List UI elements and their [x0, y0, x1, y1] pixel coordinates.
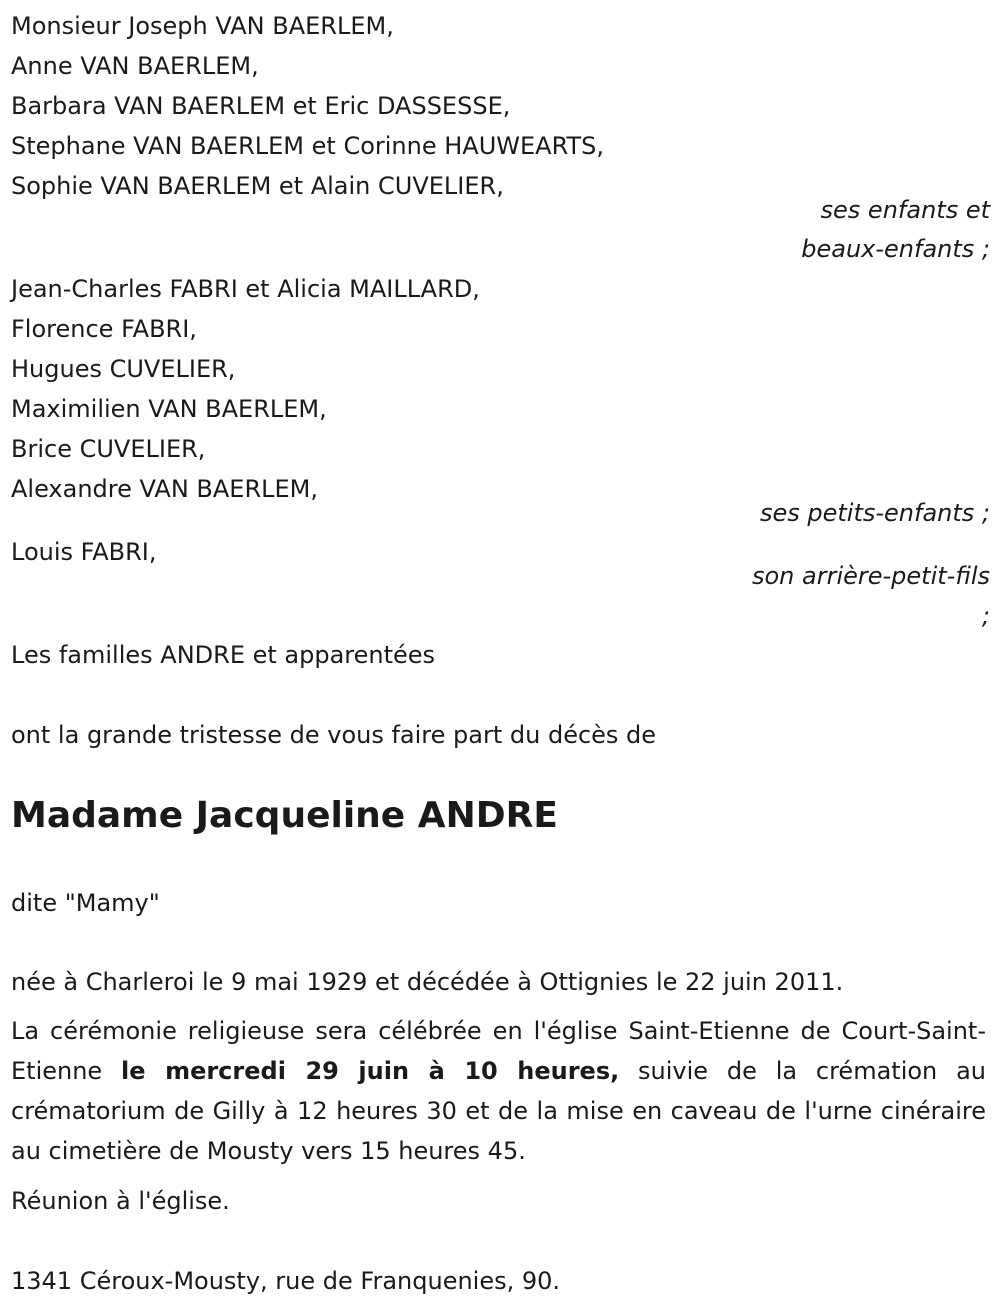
grandchildren-relation: ses petits-enfants ; [759, 499, 990, 527]
grandchild-name-6: Alexandre VAN BAERLEM, [11, 475, 318, 503]
announcement-line: ont la grande tristesse de vous faire part du décès de [11, 721, 657, 749]
grandchild-name-3: Hugues CUVELIER, [11, 355, 236, 383]
ceremony-text-before: La cérémonie religieuse sera célébrée en l'église Saint-Etienne de Court-Saint-Etienne [11, 1017, 986, 1085]
grandchild-name-4: Maximilien VAN BAERLEM, [11, 395, 327, 423]
nickname-line: dite "Mamy" [11, 889, 160, 917]
grandchild-name-5: Brice CUVELIER, [11, 435, 206, 463]
child-name-2: Anne VAN BAERLEM, [11, 52, 259, 80]
great-grandchild-relation-line1: son arrière-petit-fils [751, 562, 990, 590]
great-grandchild-name: Louis FABRI, [11, 538, 157, 566]
ceremony-paragraph [11, 1011, 986, 1171]
address-line: 1341 Céroux-Mousty, rue de Franquenies, 90. [11, 1267, 561, 1295]
child-name-5: Sophie VAN BAERLEM et Alain CUVELIER, [11, 172, 504, 200]
child-name-4: Stephane VAN BAERLEM et Corinne HAUWEARTS, [11, 132, 605, 160]
birth-death-line: née à Charleroi le 9 mai 1929 et décédée à Ottignies le 22 juin 2011. [11, 968, 844, 996]
children-relation-line1: ses enfants et [820, 196, 990, 224]
ceremony-date-bold: le mercredi 29 juin à 10 heures, [121, 1057, 620, 1085]
child-name-1: Monsieur Joseph VAN BAERLEM, [11, 12, 394, 40]
ceremony-text-after: suivie de la crémation au crématorium de Gilly à 12 heures 30 et de la mise en caveau de l'urne cinéraire au cimetière de Mousty vers 15 heures 45. [11, 1057, 986, 1165]
families-line: Les familles ANDRE et apparentées [11, 641, 436, 669]
children-relation-line2: beaux-enfants ; [801, 235, 990, 263]
great-grandchild-relation-line2: ; [981, 602, 990, 630]
deceased-name: Madame Jacqueline ANDRE [11, 795, 558, 836]
grandchild-name-1: Jean-Charles FABRI et Alicia MAILLARD, [11, 275, 480, 303]
child-name-3: Barbara VAN BAERLEM et Eric DASSESSE, [11, 92, 511, 120]
reunion-line: Réunion à l'église. [11, 1187, 230, 1215]
grandchild-name-2: Florence FABRI, [11, 315, 197, 343]
